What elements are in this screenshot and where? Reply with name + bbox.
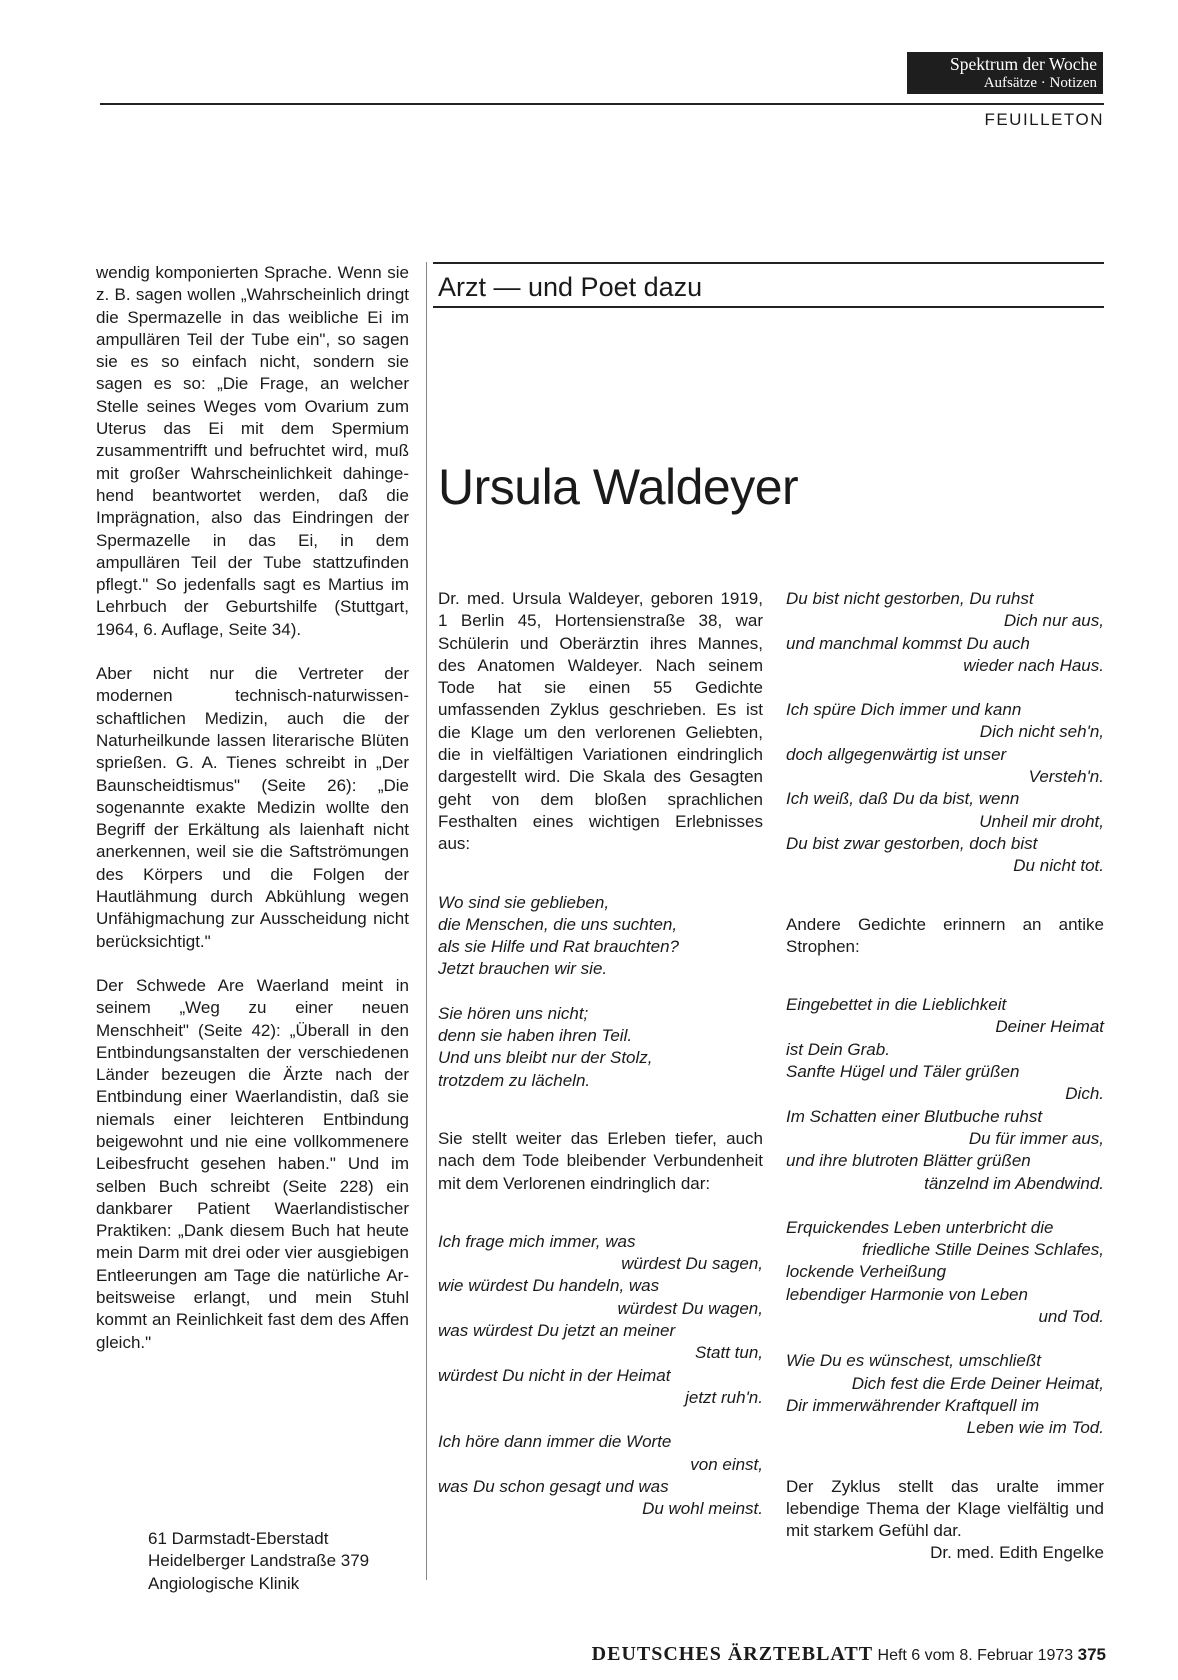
intro-paragraph: Dr. med. Ursula Waldeyer, geboren 1919, 1 Berlin 45, Hortensienstraße 38, war Schülerin und Oberärztin ihres Mannes, des Anatomen Waldeyer. Nach seinem Tode hat sie einen 55 Gedichte umfassenden Zyklus geschrieben. Es ist die Klage um den verlorenen Geliebten, die in vielfältigen Variationen eindringlich dargestellt wird. Die Skala des Gesagten geht von dem bloßen sprachlichen Festhalten eines wichtigen Erlebnisses aus: — [438, 589, 763, 854]
article-signature: Dr. med. Edith Engelke — [930, 1543, 1104, 1563]
kicker-rule-top — [433, 262, 1104, 264]
poem-stanza: Du bist nicht gestorben, Du ruhst Dich nur aus, und manchmal kommst Du auch wieder nach Haus. — [786, 589, 1104, 675]
badge-line-2: Aufsätze · Notizen — [983, 75, 1097, 91]
magazine-name: DEUTSCHES ÄRZTEBLATT — [591, 1643, 874, 1665]
page-number: 375 — [1077, 1645, 1106, 1664]
issue-info: Heft 6 vom 8. Februar 1973 — [877, 1647, 1074, 1664]
poem-stanza: Wo sind sie geblieben, die Menschen, die uns suchten, als sie Hilfe und Rat brauchten? Jetzt brauchen wir sie. — [438, 892, 679, 979]
address-line: 61 Darmstadt-Eberstadt — [148, 1529, 329, 1548]
article-title: Ursula Waldeyer — [438, 459, 799, 515]
poem-stanza: Ich höre dann immer die Worte von einst, was Du schon gesagt und was Du wohl meinst. — [438, 1432, 763, 1519]
poem-stanza: Eingebettet in die Lieblichkeit Deiner Heimat ist Dein Grab. Sanfte Hügel und Täler grüßen Dich. Im Schatten einer Blutbuche ruhst Du für immer aus, und ihre blutroten Blätter grüßen tänzelnd im Abendwind. — [786, 995, 1104, 1193]
page-footer — [592, 1643, 1106, 1666]
closing-paragraph: Der Zyklus stellt das uralte immer lebendige Thema der Klage vielfältig und mit starkem Gefühl dar. — [786, 1476, 1104, 1541]
left-paragraph-1: wendig komponierten Sprache. Wenn sie z. B. sagen wollen „Wahrscheinlich dringt die Spermazelle in das weibliche Ei im ampullären Teil der Tube ein", so sagen sie es so einfach nicht, sondern sie sagen es so: „Die Frage, an welcher Stelle seines Weges vom Ovarium zum Uterus das Ei mit dem Spermium zusammentrifft und befruchtet wird, muß mit großer Wahrscheinlichkeit dahingehend beantwortet werden, daß die Imprägnation, also das Eindringen der Spermazelle in das Ei, in dem ampullären Teil der Tube stattzufinden pflegt." So jedenfalls sagt es Martius im Lehrbuch der Geburtshilfe (Stuttgart, 1964, 6. Auflage, Seite 34). — [96, 263, 409, 639]
address-line: Heidelberger Landstraße 379 — [148, 1551, 370, 1571]
poem-stanza: Ich spüre Dich immer und kann Dich nicht seh'n, doch allgegenwärtig ist unser Versteh'n. Ich weiß, daß Du da bist, wenn Unheil mir droht, Du bist zwar gestorben, doch bist Du nicht tot. — [786, 700, 1104, 876]
other-poems-paragraph: Andere Gedichte erinnern an antike Strophen: — [786, 914, 1104, 956]
left-column — [96, 262, 409, 1376]
address-line: Angiologische Klinik — [148, 1573, 300, 1593]
middle-paragraph: Sie stellt weiter das Erleben tiefer, auch nach dem Tode bleibender Verbundenheit mit dem Verlorenen eindringlich dar: — [438, 1128, 763, 1193]
poem-stanza: Erquickendes Leben unterbricht die friedliche Stille Deines Schlafes, lockende Verheißung lebendiger Harmonie von Leben und Tod. — [786, 1217, 1104, 1327]
column-divider — [426, 262, 427, 1580]
middle-column — [438, 588, 763, 1520]
section-badge — [907, 52, 1103, 94]
poem-stanza: Sie hören uns nicht; denn sie haben ihren Teil. Und uns bleibt nur der Stolz, trotzdem zu lächeln. — [438, 1003, 653, 1090]
header-rule — [100, 103, 1104, 105]
kicker-rule-bottom — [433, 306, 1104, 308]
right-column — [786, 588, 1104, 1565]
article-kicker: Arzt — und Poet dazu — [438, 272, 703, 302]
poem-stanza: Ich frage mich immer, was würdest Du sagen, wie würdest Du handeln, was würdest Du wagen, was würdest Du jetzt an meiner Statt tun, würdest Du nicht in der Heimat jetzt ruh'n. — [438, 1231, 763, 1407]
poem-stanza: Wie Du es wünschest, umschließt Dich fest die Erde Deiner Heimat, Dir immerwährender Kraftquell im Leben wie im Tod. — [786, 1351, 1104, 1438]
author-address — [148, 1528, 369, 1595]
left-paragraph-2: Aber nicht nur die Vertreter der modernen technisch-naturwissenschaftlichen Medizin, auch die der Naturheilkunde lassen literarische Blüten sprießen. G. A. Tienes schreibt in „Der Baunscheidtismus" (Seite 26): „Die sogenannte exakte Medizin wollte den Begriff der Erkältung als laienhaft nicht anerkennen, weil sie die Saftströmungen des Körpers und die Folgen der Hautlähmung durch Abkühlung wegen Unfähigmachung zur Ausscheidung nicht berücksichtigt." — [96, 664, 409, 951]
section-label: FEUILLETON — [984, 110, 1104, 129]
badge-line-1: Spektrum der Woche — [950, 54, 1097, 74]
left-paragraph-3: Der Schwede Are Waerland meint in seinem „Weg zu einer neuen Menschheit" (Seite 42): „Überall in den Entbindungsanstalten der verschiedenen Länder bezeugen die Ärzte nach der Entbindung einer Waerlandistin, daß sie niemals einer leichteren Entbindung beigewohnt und nie eine vollkommenere Leibesfrucht gesehen haben." Und im selben Buch schreibt (Seite 228) ein dankbarer Patient Waerlandistischer Praktiken: „Dank diesem Buch hat heute mein Darm mit drei oder vier ausgiebigen Entleerungen am Tage die natürliche Arbeitsweise erlangt, und mein Stuhl kommt an Reinlichkeit fast dem des Affen gleich." — [96, 975, 409, 1352]
